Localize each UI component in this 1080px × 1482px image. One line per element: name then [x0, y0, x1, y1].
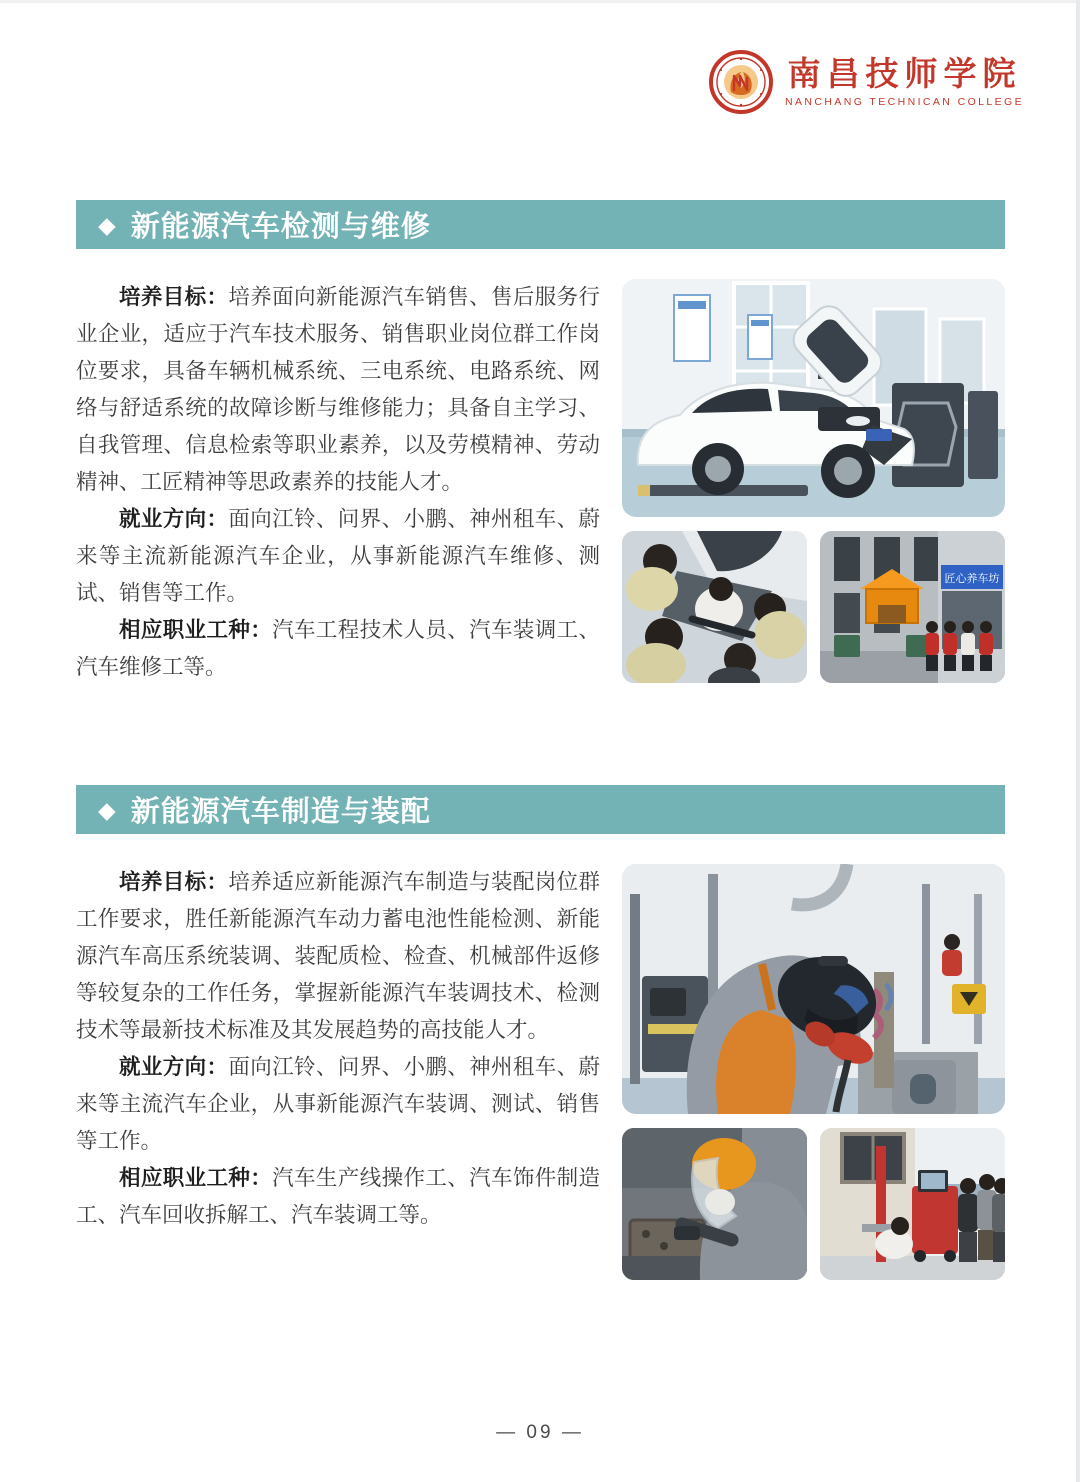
paragraph-label: 就业方向： — [119, 1055, 229, 1079]
section-2-text — [76, 864, 600, 1234]
section-1-text — [76, 279, 600, 686]
section-ev-inspection-maintenance — [76, 200, 1005, 686]
section-2-banner — [76, 785, 1005, 834]
shop-sign-text: 匠心养车坊 — [944, 573, 1000, 585]
paragraph-occupations — [76, 612, 600, 686]
paragraph-label: 培养目标： — [119, 285, 229, 309]
section-2-photos — [622, 864, 1005, 1280]
section-1-photos — [622, 279, 1005, 683]
welding-illustration — [622, 864, 1005, 1114]
paragraph-employment — [76, 501, 600, 612]
paragraph-text: 面向江铃、问界、小鹏、神州租车、蔚来等主流汽车企业，从事新能源汽车装调、测试、销售等工作。 — [76, 1055, 600, 1153]
paragraph-text: 面向江铃、问界、小鹏、神州租车、蔚来等主流新能源汽车企业，从事新能源汽车维修、测试、销售等工作。 — [76, 507, 600, 605]
machine-demo-illustration — [820, 1128, 1005, 1280]
paragraph-label: 相应职业工种： — [119, 1166, 273, 1190]
section-1-title: 新能源汽车检测与维修 — [130, 211, 431, 243]
college-seal-icon — [709, 50, 773, 114]
paragraph-text: 汽车生产线操作工、汽车饰件制造工、汽车回收拆解工、汽车装调工等。 — [76, 1166, 600, 1227]
photo-students-around-car — [622, 531, 807, 683]
photo-group-outside-building — [820, 531, 1005, 683]
photo-workshop-car — [622, 279, 1005, 517]
page-number: — 09 — — [496, 1422, 584, 1443]
college-name-en: NANCHANG TECHNICAN COLLEGE — [785, 95, 1024, 108]
photo-welding-practice — [622, 864, 1005, 1114]
section-1-banner — [76, 200, 1005, 249]
paragraph-label: 培养目标： — [119, 870, 229, 894]
paragraph-text: 培养面向新能源汽车销售、售后服务行业企业，适应于汽车技术服务、销售职业岗位群工作岗位要求，具备车辆机械系统、三电系统、电路系统、网络与舒适系统的故障诊断与维修能力；具备自主学习、自我管理、信息检索等职业素养，以及劳模精神、劳动精神、工匠精神等思政素养的技能人才。 — [76, 285, 600, 494]
college-logo — [709, 50, 1024, 114]
section-2-title: 新能源汽车制造与装配 — [130, 796, 431, 828]
worker-tool-illustration — [622, 1128, 807, 1280]
students-around-car-illustration — [622, 531, 807, 683]
paragraph-training-goal — [76, 279, 600, 501]
paragraph-training-goal — [76, 864, 600, 1049]
paragraph-text: 汽车工程技术人员、汽车装调工、汽车维修工等。 — [76, 618, 600, 679]
college-name-zh: 南昌技师学院 — [787, 54, 1022, 94]
diamond-icon: ◆ — [98, 212, 116, 238]
workshop-car-illustration — [622, 279, 1005, 517]
photo-students-observing-machine — [820, 1128, 1005, 1280]
paragraph-label: 就业方向： — [119, 507, 229, 531]
paragraph-employment — [76, 1049, 600, 1160]
paragraph-label: 相应职业工种： — [119, 618, 273, 642]
paragraph-occupations — [76, 1160, 600, 1234]
paragraph-text: 培养适应新能源汽车制造与装配岗位群工作要求，胜任新能源汽车动力蓄电池性能检测、新能源汽车高压系统装调、装配质检、检查、机械部件返修等较复杂的工作任务，掌握新能源汽车装调技术、检测技术等最新技术标准及其发展趋势的高技能人才。 — [76, 870, 600, 1042]
group-photo-illustration — [820, 531, 1005, 683]
section-ev-manufacturing-assembly — [76, 785, 1005, 1280]
diamond-icon: ◆ — [98, 797, 116, 823]
photo-worker-face-shield — [622, 1128, 807, 1280]
